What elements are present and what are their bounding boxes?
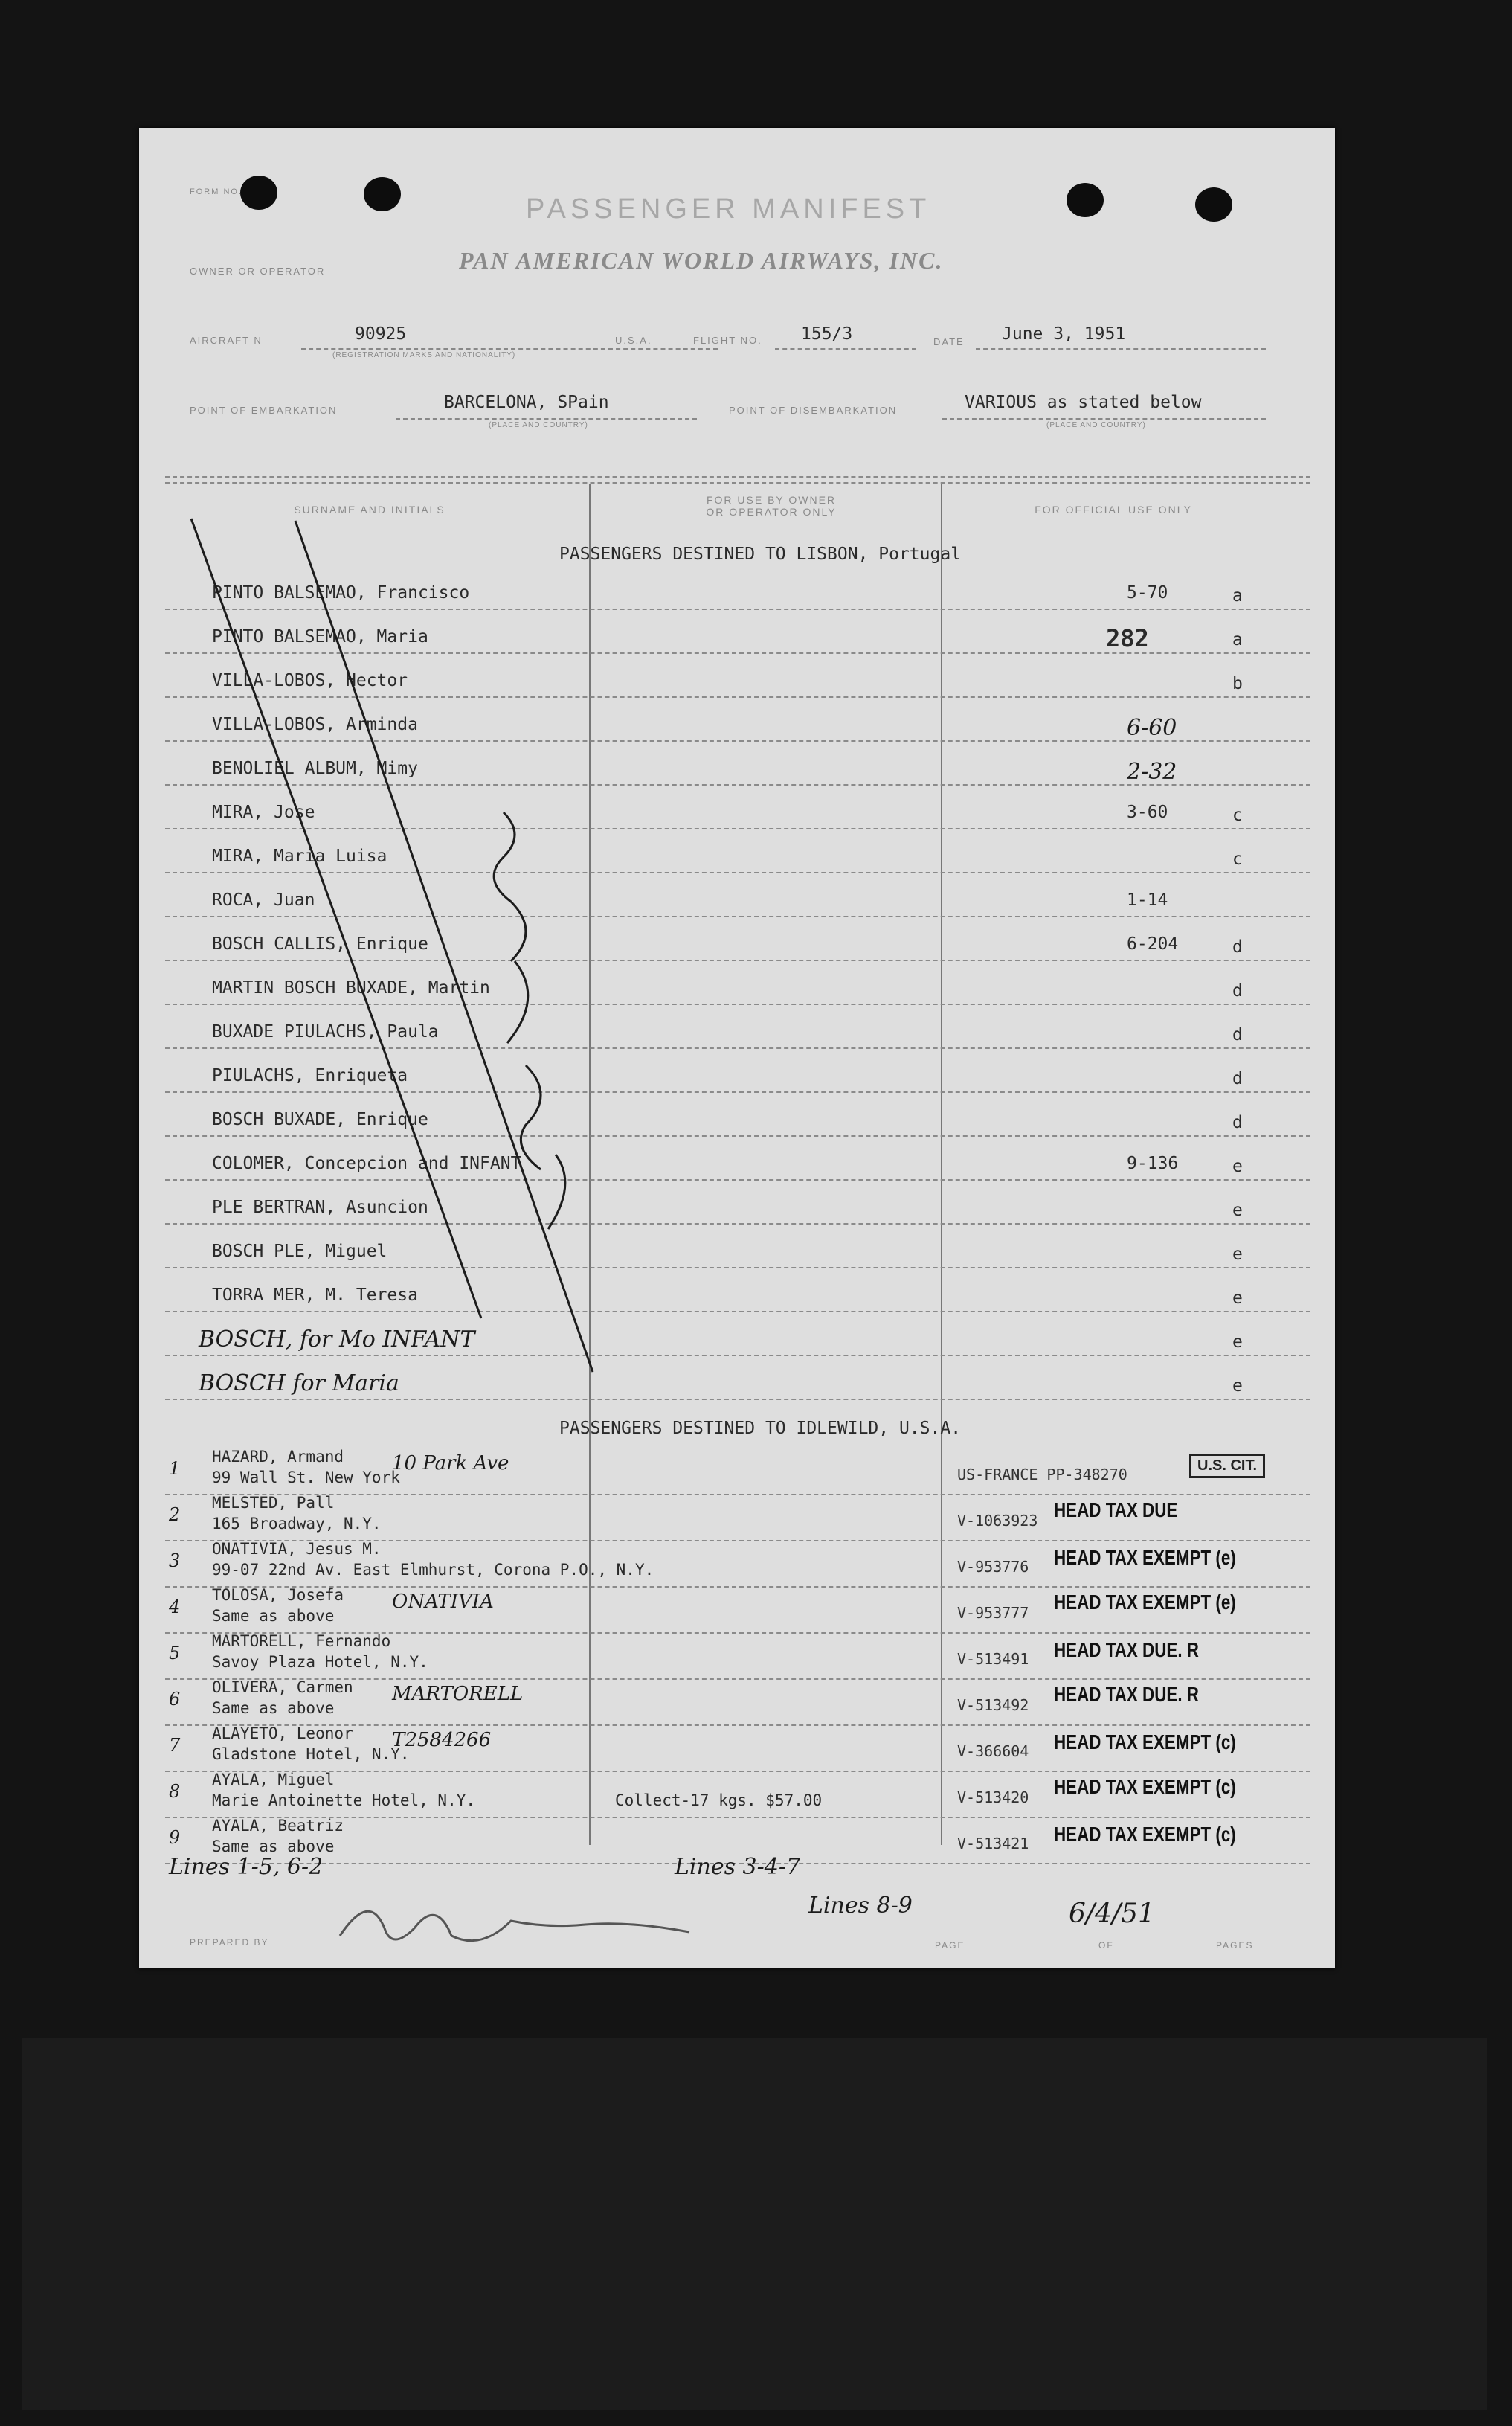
passenger-name: MIRA, Maria Luisa: [212, 847, 387, 866]
visa-number: V-513421: [957, 1835, 1029, 1852]
section-idlewild: PASSENGERS DESTINED TO IDLEWILD, U.S.A.: [559, 1419, 962, 1438]
passenger-address: Same as above: [212, 1607, 335, 1625]
official-code: a: [1232, 586, 1243, 606]
row-note: MARTORELL: [392, 1683, 524, 1705]
passenger-name: PIULACHS, Enriqueta: [212, 1066, 408, 1085]
passenger-name: MELSTED, Pall: [212, 1494, 335, 1512]
official-code: a: [1232, 630, 1243, 649]
row-number: 9: [169, 1827, 181, 1848]
visa-number: V-513420: [957, 1788, 1029, 1806]
passenger-name: ALAYETO, Leonor: [212, 1724, 353, 1742]
airline-name: PAN AMERICAN WORLD AIRWAYS, INC.: [459, 247, 944, 274]
us-citizen-stamp: U.S. CIT.: [1189, 1454, 1265, 1478]
handwritten-strike: [139, 128, 1335, 1968]
official-code: e: [1232, 1376, 1243, 1396]
passenger-address: 99-07 22nd Av. East Elmhurst, Corona P.O., N.Y.: [212, 1561, 654, 1579]
passenger-name: MIRA, Jose: [212, 803, 315, 822]
aircraft-value: 90925: [355, 324, 407, 344]
visa-number: V-513491: [957, 1650, 1029, 1668]
disembark-note: (PLACE AND COUNTRY): [1046, 421, 1146, 429]
disembark-value: VARIOUS as stated below: [965, 393, 1202, 412]
passenger-name: PINTO BALSEMAO, Francisco: [212, 583, 470, 603]
head-tax-stamp: HEAD TAX EXEMPT (c): [1054, 1730, 1236, 1753]
passenger-address: 165 Broadway, N.Y.: [212, 1515, 382, 1533]
passenger-name: MARTORELL, Fernando: [212, 1632, 391, 1650]
visa-number: V-366604: [957, 1742, 1029, 1760]
passenger-name: BOSCH PLE, Miguel: [212, 1242, 387, 1261]
official-code: c: [1232, 850, 1243, 869]
official-number: 3-60: [1127, 803, 1168, 822]
passenger-name: BOSCH CALLIS, Enrique: [212, 934, 428, 954]
passenger-name: OLIVERA, Carmen: [212, 1678, 353, 1696]
official-code: e: [1232, 1157, 1243, 1176]
visa-number: V-1063923: [957, 1512, 1038, 1530]
annotation-date: 6/4/51: [1069, 1899, 1155, 1929]
aircraft-label: AIRCRAFT N—: [190, 335, 274, 346]
flight-value: 155/3: [801, 324, 853, 344]
visa-number: US-FRANCE PP-348270: [957, 1466, 1127, 1483]
passenger-name: TORRA MER, M. Teresa: [212, 1286, 418, 1305]
official-code: e: [1232, 1289, 1243, 1308]
passenger-name: AYALA, Miguel: [212, 1771, 335, 1788]
passenger-name: BOSCH for Maria: [199, 1370, 399, 1396]
official-code: d: [1232, 981, 1243, 1001]
passenger-name: VILLA-LOBOS, Hector: [212, 671, 408, 690]
official-number: 6-204: [1127, 934, 1179, 954]
official-code: e: [1232, 1332, 1243, 1352]
col-surname: SURNAME AND INITIALS: [294, 504, 445, 516]
official-code: b: [1232, 674, 1243, 693]
footer-of: OF: [1098, 1940, 1114, 1951]
head-tax-stamp: HEAD TAX EXEMPT (e): [1054, 1591, 1236, 1614]
annotation-lines-2: Lines 3-4-7: [675, 1854, 801, 1880]
row-number: 6: [169, 1689, 181, 1710]
row-number: 1: [169, 1458, 181, 1479]
passenger-name: COLOMER, Concepcion and INFANT: [212, 1154, 521, 1173]
footer-page: PAGE: [935, 1940, 965, 1951]
passenger-name: BOSCH, for Mo INFANT: [199, 1326, 475, 1352]
official-number: 1-14: [1127, 891, 1168, 910]
date-value: June 3, 1951: [1002, 324, 1126, 344]
official-number: 6-60: [1127, 715, 1177, 741]
passenger-name: HAZARD, Armand: [212, 1448, 344, 1466]
flight-label: FLIGHT NO.: [693, 335, 762, 346]
row-note: 10 Park Ave: [392, 1452, 509, 1474]
embark-value: BARCELONA, SPain: [444, 393, 609, 412]
owner-label: OWNER OR OPERATOR: [190, 266, 326, 277]
visa-number: V-953777: [957, 1604, 1029, 1622]
row-number: 4: [169, 1597, 181, 1617]
col-owner: FOR USE BY OWNER: [706, 494, 837, 506]
col-owner-2: OR OPERATOR ONLY: [706, 506, 837, 518]
manifest-title: PASSENGER MANIFEST: [526, 193, 931, 225]
embark-note: (PLACE AND COUNTRY): [489, 421, 588, 429]
passenger-name: BUXADE PIULACHS, Paula: [212, 1022, 439, 1042]
passenger-name: ONATIVIA, Jesus M.: [212, 1540, 382, 1558]
usa-label: U.S.A.: [615, 335, 652, 346]
row-number: 8: [169, 1781, 181, 1802]
official-code: c: [1232, 806, 1243, 825]
head-tax-stamp: HEAD TAX EXEMPT (c): [1054, 1823, 1236, 1846]
official-code: d: [1232, 1069, 1243, 1088]
visa-number: V-953776: [957, 1558, 1029, 1576]
visa-number: V-513492: [957, 1696, 1029, 1714]
row-note: ONATIVIA: [392, 1591, 494, 1613]
official-number: 2-32: [1127, 759, 1177, 785]
passenger-address: Marie Antoinette Hotel, N.Y.: [212, 1791, 476, 1809]
row-note: Collect-17 kgs. $57.00: [615, 1791, 823, 1809]
prepared-by: PREPARED BY: [190, 1937, 269, 1948]
official-number: 9-136: [1127, 1154, 1179, 1173]
form-code: FORM NO.: [190, 187, 242, 196]
microfilm-border: [22, 2038, 1487, 2410]
passenger-name: ROCA, Juan: [212, 891, 315, 910]
head-tax-stamp: HEAD TAX DUE. R: [1054, 1683, 1199, 1706]
annotation-lines-3: Lines 8-9: [808, 1893, 913, 1919]
official-code: d: [1232, 1113, 1243, 1132]
passenger-name: BOSCH BUXADE, Enrique: [212, 1110, 428, 1129]
passenger-address: Same as above: [212, 1699, 335, 1717]
passenger-address: 99 Wall St. New York: [212, 1469, 400, 1486]
date-label: DATE: [933, 336, 965, 347]
passenger-name: PINTO BALSEMAO, Maria: [212, 627, 428, 646]
passenger-address: Same as above: [212, 1838, 335, 1855]
aircraft-note: (REGISTRATION MARKS AND NATIONALITY): [332, 351, 516, 359]
head-tax-stamp: HEAD TAX DUE. R: [1054, 1638, 1199, 1661]
section-lisbon: PASSENGERS DESTINED TO LISBON, Portugal: [559, 545, 962, 564]
head-tax-stamp: HEAD TAX DUE: [1054, 1498, 1178, 1521]
row-number: 3: [169, 1550, 181, 1571]
passenger-address: Savoy Plaza Hotel, N.Y.: [212, 1653, 428, 1671]
passenger-name: VILLA-LOBOS, Arminda: [212, 715, 418, 734]
official-code: e: [1232, 1245, 1243, 1264]
head-tax-stamp: HEAD TAX EXEMPT (c): [1054, 1775, 1236, 1798]
official-number: 5-70: [1127, 583, 1168, 603]
signature: [332, 1899, 749, 1951]
passenger-name: MARTIN BOSCH BUXADE, Martin: [212, 978, 490, 998]
passenger-name: PLE BERTRAN, Asuncion: [212, 1198, 428, 1217]
passenger-address: Gladstone Hotel, N.Y.: [212, 1745, 410, 1763]
official-code: d: [1232, 1025, 1243, 1044]
col-official: FOR OFFICIAL USE ONLY: [1035, 504, 1192, 516]
official-code: d: [1232, 937, 1243, 957]
annotation-lines: Lines 1-5, 6-2: [169, 1854, 324, 1880]
passenger-name: BENOLIEL ALBUM, Mimy: [212, 759, 418, 778]
footer-pages: PAGES: [1216, 1940, 1254, 1951]
embark-label: POINT OF EMBARKATION: [190, 405, 338, 416]
row-number: 7: [169, 1735, 181, 1756]
official-code: e: [1232, 1201, 1243, 1220]
manifest-sheet: [139, 128, 1335, 1968]
row-note: T2584266: [392, 1729, 492, 1751]
official-number: 282: [1106, 624, 1149, 652]
passenger-name: AYALA, Beatriz: [212, 1817, 344, 1835]
row-number: 5: [169, 1643, 181, 1663]
passenger-name: TOLOSA, Josefa: [212, 1586, 344, 1604]
row-number: 2: [169, 1504, 181, 1525]
head-tax-stamp: HEAD TAX EXEMPT (e): [1054, 1546, 1236, 1569]
disembark-label: POINT OF DISEMBARKATION: [729, 405, 898, 416]
